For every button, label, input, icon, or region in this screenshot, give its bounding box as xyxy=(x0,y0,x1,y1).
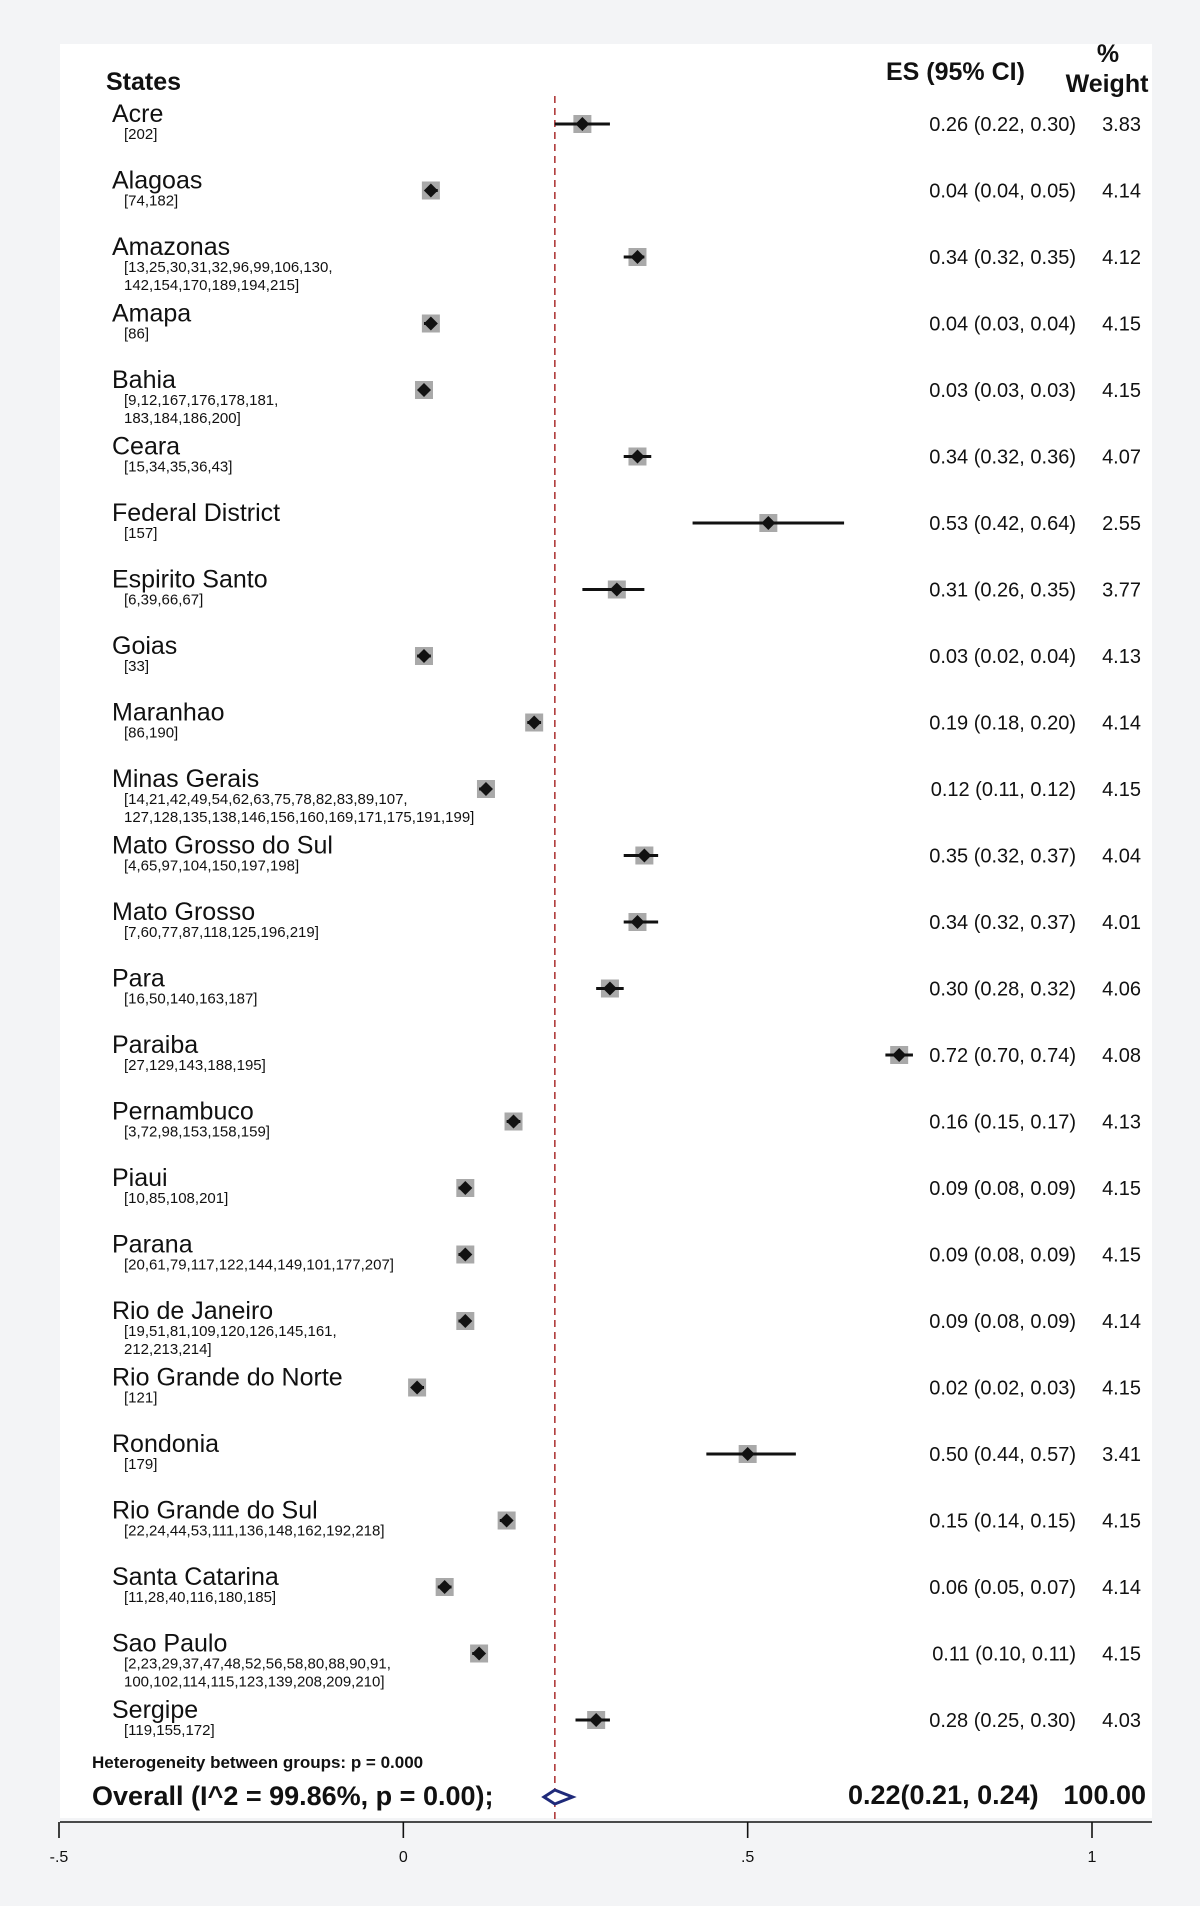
weight-value: 4.08 xyxy=(1102,1045,1141,1067)
state-references: 100,102,114,115,123,139,208,209,210] xyxy=(124,1673,385,1691)
es-ci-text: 0.04 (0.04, 0.05) xyxy=(929,180,1076,203)
weight-value: 4.14 xyxy=(1102,1577,1141,1599)
header-es-ci: ES (95% CI) xyxy=(886,58,1025,86)
state-name: Rio Grande do Norte xyxy=(112,1363,343,1392)
state-name: Sao Paulo xyxy=(112,1629,228,1658)
state-references: [74,182] xyxy=(124,192,179,210)
es-ci-text: 0.53 (0.42, 0.64) xyxy=(929,513,1076,535)
state-name: Amapa xyxy=(112,299,192,328)
state-name: Rondonia xyxy=(112,1430,220,1458)
es-ci-text: 0.03 (0.03, 0.03) xyxy=(929,380,1076,402)
es-ci-text: 0.12 (0.11, 0.12) xyxy=(930,779,1076,801)
state-references: [20,61,79,117,122,144,149,101,177,207] xyxy=(124,1256,394,1274)
weight-value: 4.07 xyxy=(1102,446,1141,469)
x-tick-label: 1 xyxy=(1087,1849,1097,1866)
header-weight: Weight xyxy=(1065,70,1149,98)
es-ci-text: 0.50 (0.44, 0.57) xyxy=(929,1444,1076,1466)
state-references: [119,155,172] xyxy=(124,1722,215,1739)
overall-es-text: 0.22(0.21, 0.24) xyxy=(848,1780,1039,1810)
weight-value: 3.41 xyxy=(1102,1444,1141,1466)
es-ci-text: 0.03 (0.02, 0.04) xyxy=(929,646,1076,668)
es-ci-text: 0.35 (0.32, 0.37) xyxy=(929,845,1076,868)
state-name: Bahia xyxy=(112,366,176,394)
weight-value: 4.15 xyxy=(1102,313,1141,336)
weight-value: 4.01 xyxy=(1102,912,1141,934)
weight-value: 3.77 xyxy=(1102,579,1141,602)
state-name: Ceara xyxy=(112,432,181,461)
weight-value: 4.15 xyxy=(1102,1377,1141,1400)
weight-value: 4.13 xyxy=(1102,1111,1141,1134)
state-name: Piaui xyxy=(112,1164,168,1192)
es-ci-text: 0.04 (0.03, 0.04) xyxy=(929,313,1076,336)
state-references: [86,190] xyxy=(124,724,179,742)
state-references: [27,129,143,188,195] xyxy=(124,1057,266,1074)
es-ci-text: 0.09 (0.08, 0.09) xyxy=(929,1311,1076,1333)
state-references: [14,21,42,49,54,62,63,75,78,82,83,89,107, xyxy=(124,791,408,808)
es-ci-text: 0.09 (0.08, 0.09) xyxy=(929,1244,1076,1267)
header-states: States xyxy=(106,68,182,96)
weight-value: 4.12 xyxy=(1102,247,1141,269)
weight-value: 4.15 xyxy=(1102,1244,1141,1267)
es-ci-text: 0.15 (0.14, 0.15) xyxy=(929,1510,1076,1533)
state-name: Mato Grosso xyxy=(112,898,256,926)
state-name: Minas Gerais xyxy=(112,765,260,793)
weight-value: 4.13 xyxy=(1102,646,1141,668)
state-name: Mato Grosso do Sul xyxy=(112,831,333,860)
state-references: [13,25,30,31,32,96,99,106,130, xyxy=(124,259,333,276)
weight-value: 2.55 xyxy=(1102,513,1141,535)
state-name: Amazonas xyxy=(112,233,231,261)
state-references: 183,184,186,200] xyxy=(124,410,241,427)
state-references: 212,213,214] xyxy=(124,1341,212,1358)
es-ci-text: 0.19 (0.18, 0.20) xyxy=(929,712,1076,735)
state-references: [2,23,29,37,47,48,52,56,58,80,88,90,91, xyxy=(124,1655,391,1673)
es-ci-text: 0.06 (0.05, 0.07) xyxy=(929,1577,1076,1599)
es-ci-text: 0.26 (0.22, 0.30) xyxy=(929,114,1076,136)
state-name: Rio Grande do Sul xyxy=(112,1496,318,1525)
weight-value: 4.15 xyxy=(1102,380,1141,402)
es-ci-text: 0.11 (0.10, 0.11) xyxy=(932,1643,1076,1666)
state-references: [16,50,140,163,187] xyxy=(124,990,258,1008)
es-ci-text: 0.16 (0.15, 0.17) xyxy=(929,1111,1076,1134)
heterogeneity-note: Heterogeneity between groups: p = 0.000 xyxy=(92,1753,424,1772)
state-references: [3,72,98,153,158,159] xyxy=(124,1123,270,1141)
header-weight-percent: % xyxy=(1096,40,1120,68)
state-references: [86] xyxy=(124,325,150,343)
state-references: [202] xyxy=(124,126,158,143)
es-ci-text: 0.34 (0.32, 0.35) xyxy=(929,247,1076,269)
state-references: [6,39,66,67] xyxy=(124,591,204,609)
state-references: [19,51,81,109,120,126,145,161, xyxy=(124,1323,337,1340)
state-references: [15,34,35,36,43] xyxy=(124,458,233,476)
state-name: Santa Catarina xyxy=(112,1563,279,1591)
weight-value: 3.83 xyxy=(1102,114,1141,136)
state-name: Federal District xyxy=(112,499,281,527)
state-references: [9,12,167,176,178,181, xyxy=(124,392,279,409)
state-name: Paraiba xyxy=(112,1031,199,1059)
x-tick-label: .5 xyxy=(740,1849,755,1866)
overall-label: Overall (I^2 = 99.86%, p = 0.00); xyxy=(92,1781,494,1811)
state-references: [7,60,77,87,118,125,196,219] xyxy=(124,924,319,941)
weight-value: 4.14 xyxy=(1102,1311,1141,1333)
state-name: Goias xyxy=(112,632,178,660)
weight-value: 4.14 xyxy=(1102,180,1141,203)
es-ci-text: 0.28 (0.25, 0.30) xyxy=(929,1710,1076,1732)
es-ci-text: 0.34 (0.32, 0.36) xyxy=(929,446,1076,469)
state-name: Espirito Santo xyxy=(112,565,268,594)
es-ci-text: 0.31 (0.26, 0.35) xyxy=(929,579,1076,602)
state-name: Pernambuco xyxy=(112,1097,254,1126)
state-name: Rio de Janeiro xyxy=(112,1297,274,1325)
es-ci-text: 0.02 (0.02, 0.03) xyxy=(929,1377,1076,1400)
es-ci-text: 0.30 (0.28, 0.32) xyxy=(929,978,1076,1001)
state-references: [121] xyxy=(124,1389,158,1407)
weight-value: 4.15 xyxy=(1102,1510,1141,1533)
state-references: [4,65,97,104,150,197,198] xyxy=(124,857,300,875)
state-references: [33] xyxy=(124,658,150,675)
es-ci-text: 0.72 (0.70, 0.74) xyxy=(929,1045,1076,1067)
overall-weight: 100.00 xyxy=(1063,1780,1146,1810)
weight-value: 4.14 xyxy=(1102,712,1141,735)
state-references: 142,154,170,189,194,215] xyxy=(124,277,300,294)
weight-value: 4.15 xyxy=(1102,1178,1141,1200)
state-name: Parana xyxy=(112,1230,193,1259)
state-references: [22,24,44,53,111,136,148,162,192,218] xyxy=(124,1522,385,1540)
x-tick-label: -.5 xyxy=(49,1849,69,1866)
weight-value: 4.15 xyxy=(1102,1643,1141,1666)
state-name: Maranhao xyxy=(112,698,225,727)
state-references: [179] xyxy=(124,1456,158,1473)
state-references: 127,128,135,138,146,156,160,169,171,175,191,199] xyxy=(124,809,475,826)
state-name: Acre xyxy=(112,100,164,128)
state-name: Sergipe xyxy=(112,1696,199,1724)
state-references: [11,28,40,116,180,185] xyxy=(124,1589,277,1606)
state-references: [157] xyxy=(124,525,158,542)
state-name: Alagoas xyxy=(112,166,203,195)
es-ci-text: 0.09 (0.08, 0.09) xyxy=(929,1178,1076,1200)
es-ci-text: 0.34 (0.32, 0.37) xyxy=(929,912,1076,934)
weight-value: 4.15 xyxy=(1102,779,1141,801)
weight-value: 4.06 xyxy=(1102,978,1141,1001)
state-name: Para xyxy=(112,964,165,993)
state-references: [10,85,108,201] xyxy=(124,1190,229,1207)
x-tick-label: 0 xyxy=(398,1849,408,1866)
weight-value: 4.04 xyxy=(1102,845,1141,868)
weight-value: 4.03 xyxy=(1102,1710,1141,1732)
